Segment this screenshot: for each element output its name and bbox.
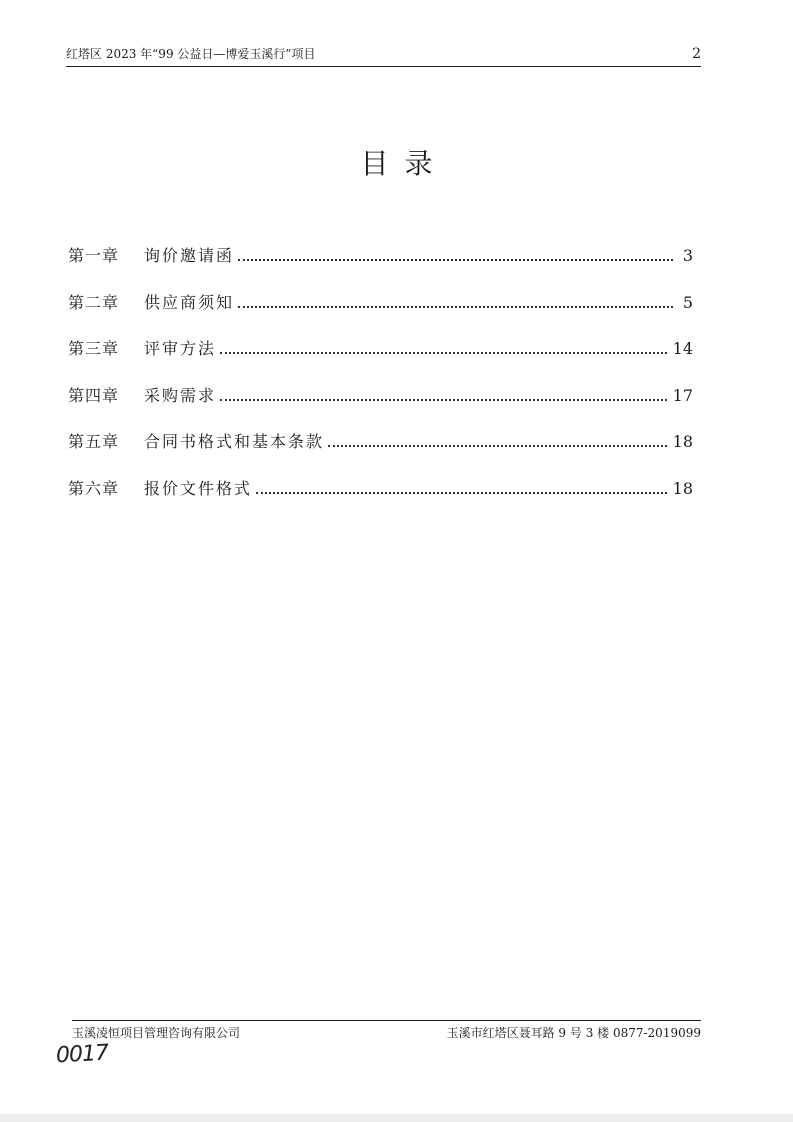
toc-page-number: 18 bbox=[672, 478, 693, 498]
toc-chapter: 第一章 bbox=[68, 246, 120, 265]
toc-chapter: 第三章 bbox=[68, 339, 120, 358]
toc-heading: 目录 bbox=[360, 147, 449, 180]
toc-page-number: 5 bbox=[682, 292, 693, 312]
toc-leader-dots bbox=[220, 351, 667, 354]
toc-leader-dots bbox=[238, 258, 673, 261]
header-page-number: 2 bbox=[692, 46, 701, 62]
toc-entry-3[interactable] bbox=[68, 336, 693, 383]
scan-edge bbox=[0, 1114, 793, 1122]
footer-company: 玉溪凌恒项目管理咨询有限公司 bbox=[72, 1026, 241, 1040]
toc-entry-1[interactable] bbox=[68, 243, 693, 290]
toc-chapter: 第四章 bbox=[68, 385, 120, 405]
toc-leader-dots bbox=[256, 491, 667, 494]
handwritten-page-mark: 0017 bbox=[55, 1040, 109, 1069]
toc-chapter: 第二章 bbox=[68, 292, 120, 312]
toc-leader-dots bbox=[328, 444, 667, 447]
toc-page-number: 18 bbox=[672, 432, 693, 451]
toc-entry-5[interactable] bbox=[68, 429, 693, 476]
toc-page-number: 14 bbox=[672, 339, 693, 358]
toc-chapter: 第六章 bbox=[68, 478, 120, 498]
toc-title: 报价文件格式 bbox=[144, 478, 253, 498]
toc-entry-4[interactable] bbox=[68, 383, 693, 430]
toc-title: 合同书格式和基本条款 bbox=[144, 432, 325, 451]
table-of-contents bbox=[68, 243, 693, 522]
toc-leader-dots bbox=[220, 398, 667, 401]
toc-chapter: 第五章 bbox=[68, 432, 120, 451]
toc-page-number: 17 bbox=[672, 385, 693, 405]
header-project-title: 红塔区 2023 年“99 公益日—博爱玉溪行”项目 bbox=[66, 47, 316, 61]
footer-address: 玉溪市红塔区聂耳路 9 号 3 楼 0877-2019099 bbox=[446, 1026, 701, 1040]
toc-title: 评审方法 bbox=[144, 339, 217, 358]
toc-title: 供应商须知 bbox=[144, 292, 235, 312]
toc-title: 询价邀请函 bbox=[144, 246, 235, 265]
toc-entry-2[interactable] bbox=[68, 290, 693, 337]
page-footer bbox=[72, 1020, 701, 1041]
toc-title: 采购需求 bbox=[144, 385, 217, 405]
toc-entry-6[interactable] bbox=[68, 476, 693, 523]
toc-leader-dots bbox=[238, 305, 673, 308]
page-header bbox=[66, 40, 701, 67]
toc-page-number: 3 bbox=[682, 246, 693, 265]
